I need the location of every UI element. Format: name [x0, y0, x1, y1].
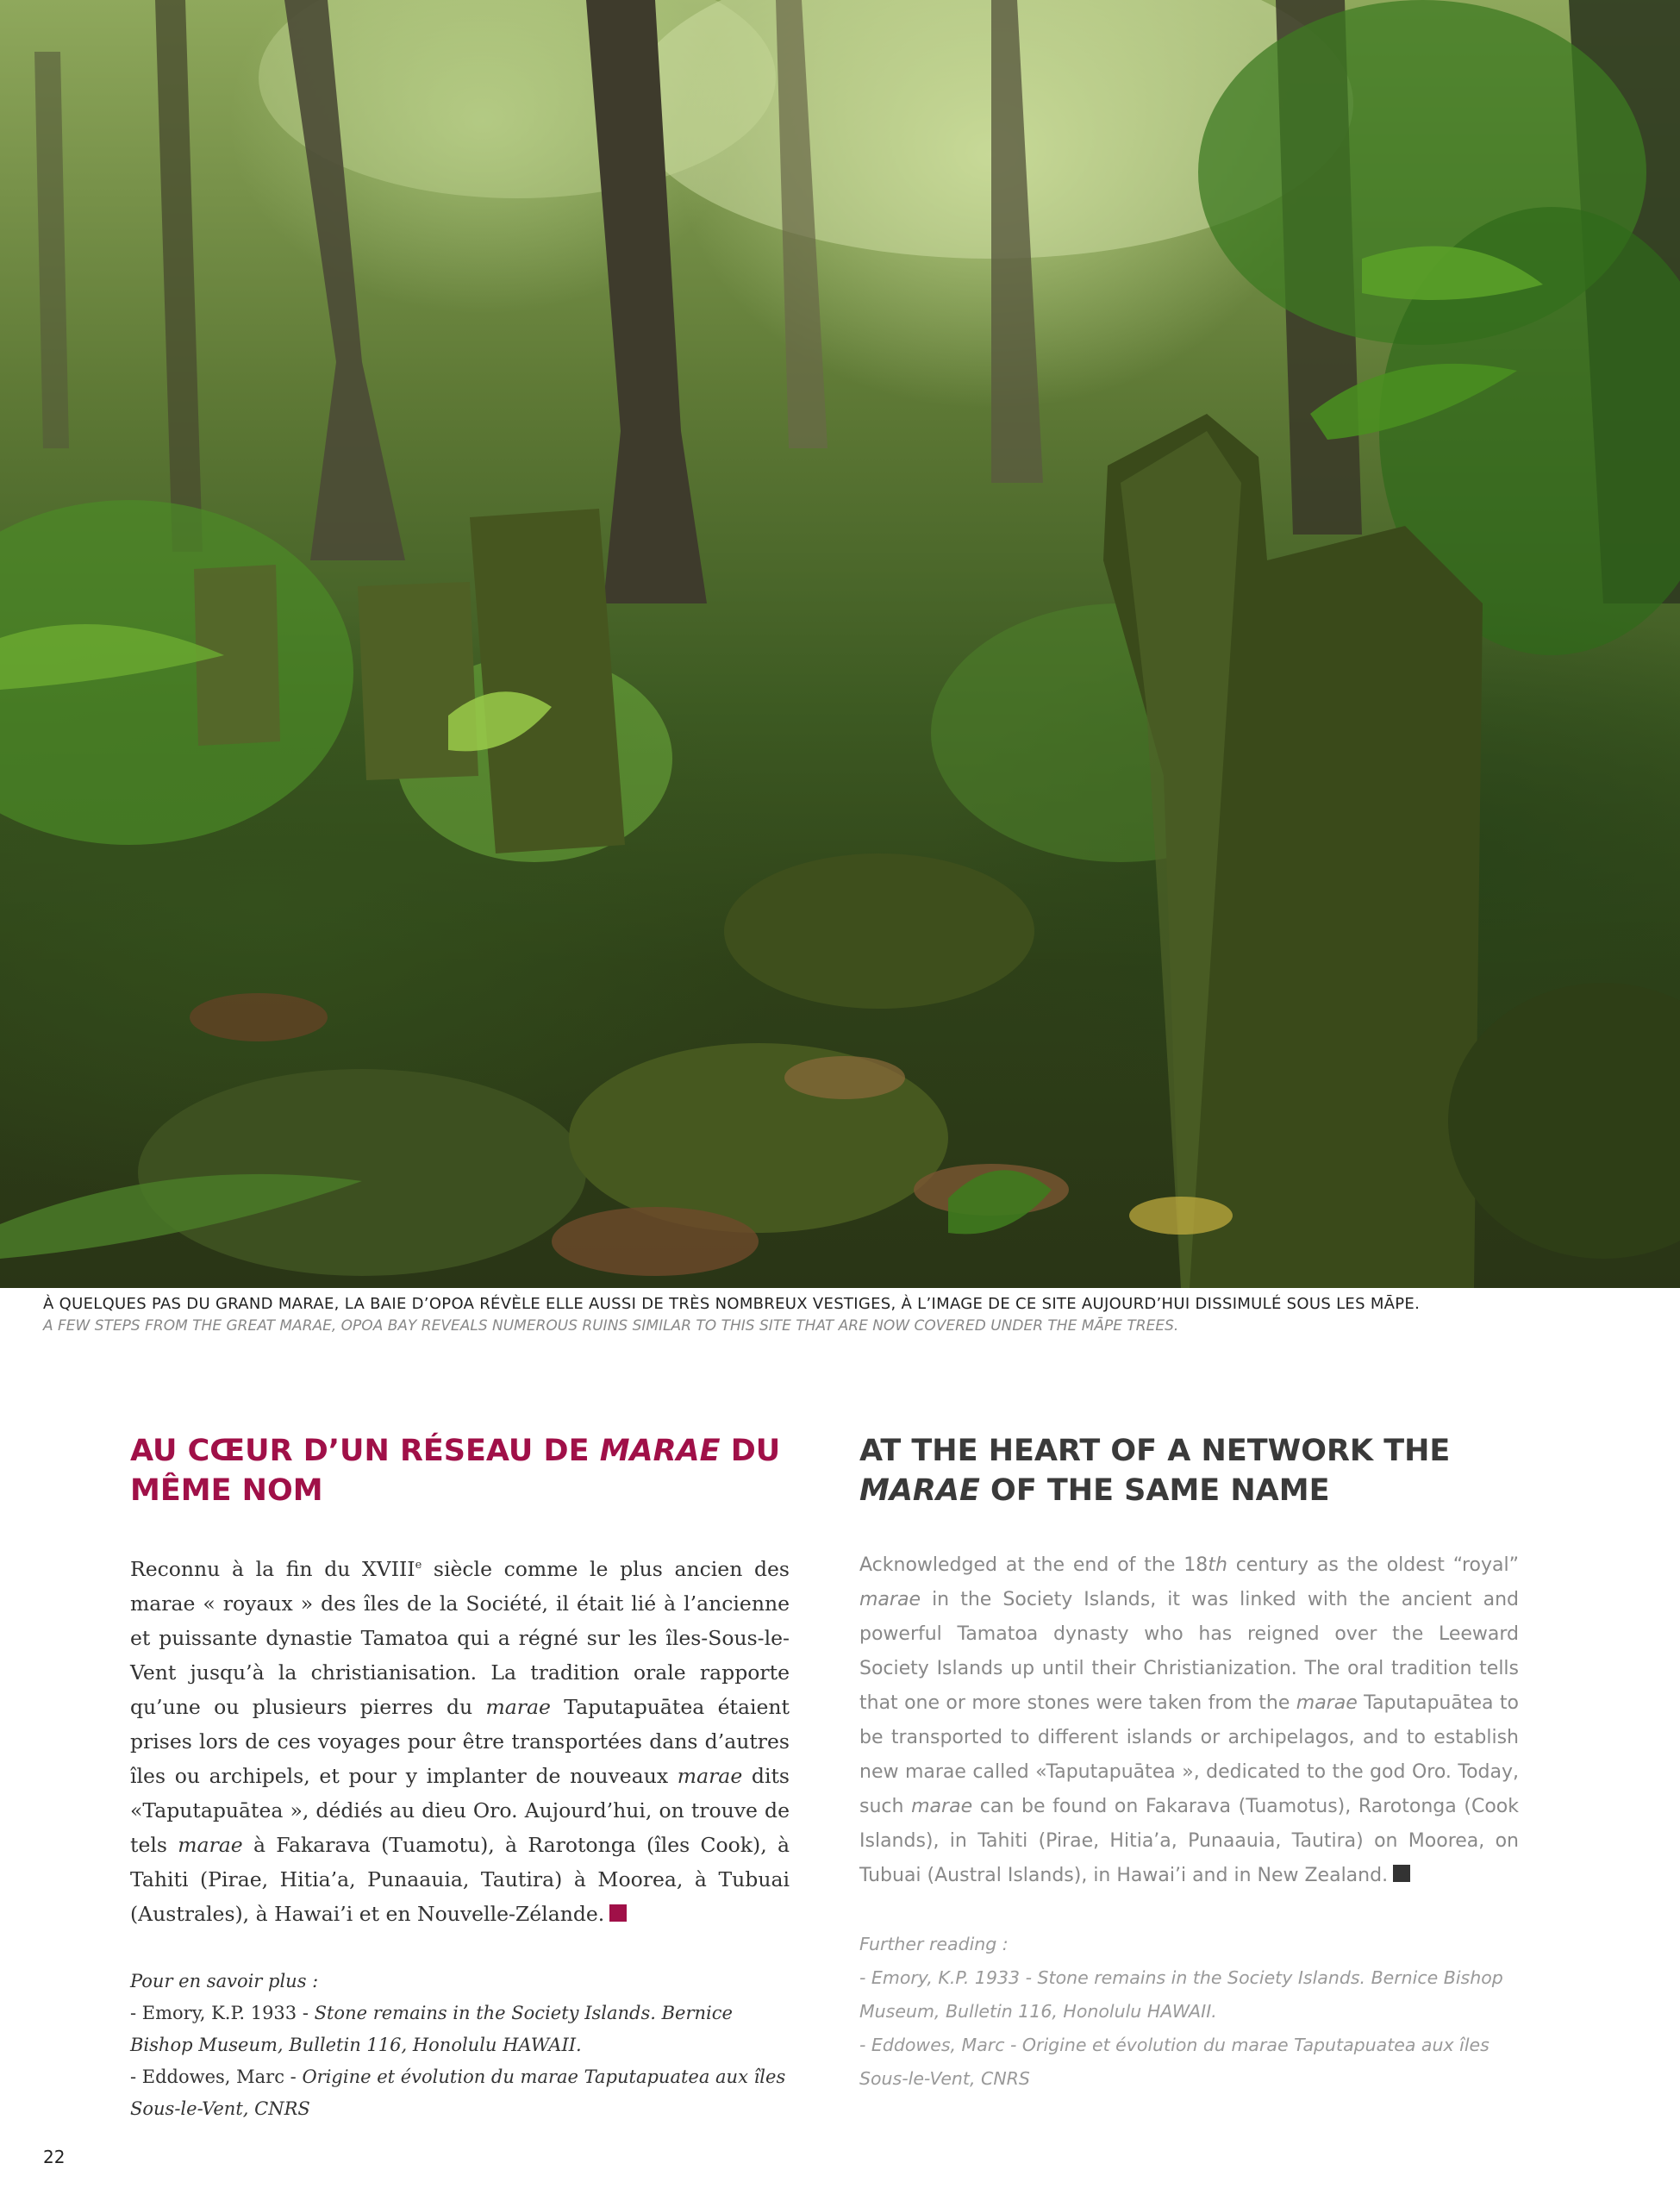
end-of-article-mark: [1393, 1865, 1410, 1882]
english-body: [859, 1548, 1519, 1893]
reference-author: - Emory, K.P. 1933 -: [859, 1967, 1038, 1988]
english-body-emphasis: marae: [1296, 1692, 1358, 1714]
reference-author: - Emory, K.P. 1933 -: [130, 2002, 315, 2023]
english-reference-2: [859, 2029, 1519, 2096]
english-body-text: century as the oldest “royal”: [1227, 1554, 1520, 1576]
reference-publisher: . Bernice Bishop Museum, Bulletin 116, Honolulu HAWAII.: [130, 2002, 733, 2055]
french-references-title: Pour en savoir plus :: [130, 1970, 319, 1991]
english-heading-text-end: OF THE SAME NAME: [979, 1473, 1330, 1508]
french-heading-emphasis: MARAE: [599, 1434, 721, 1468]
end-of-article-mark: [609, 1904, 627, 1922]
reference-title: Origine et évolution du marae Taputapuatea aux îles Sous-le-Vent: [859, 2035, 1490, 2089]
french-body-text: dits «Taputapuātea », dédiés au dieu Oro. Aujourd’hui, on trouve de tels: [130, 1763, 790, 1857]
french-body: [130, 1548, 790, 1931]
english-body-emphasis: th: [1208, 1554, 1227, 1576]
english-references: [859, 1928, 1519, 2096]
french-body-text: Reconnu à la fin du XVIII: [130, 1556, 415, 1581]
french-reference-2: [130, 2061, 790, 2125]
french-heading-text: AU CŒUR D’UN RÉSEAU DE: [130, 1434, 600, 1468]
english-body-text: Taputapuātea to be transported to different islands or archipelagos, and to establish new marae called «Taputapuātea », dedicated to the god Oro. Today, such: [859, 1692, 1519, 1817]
reference-publisher: . Bernice Bishop Museum, Bulletin 116, Honolulu HAWAII.: [859, 1967, 1503, 2022]
french-superscript: e: [415, 1559, 422, 1572]
english-heading: [859, 1431, 1519, 1510]
french-references: [130, 1966, 790, 2125]
reference-author: - Eddowes, Marc -: [859, 2035, 1022, 2055]
reference-title: Origine et évolution du marae Taputapuatea aux îles Sous-le-Vent: [130, 2066, 786, 2119]
french-body-emphasis: marae: [485, 1694, 551, 1719]
english-column: [859, 1431, 1519, 2096]
french-body-text: Taputapuātea étaient prises lors de ces voyages pour être transportées dans d’autres îles ou archipels, et pour y implanter de nouveaux: [130, 1694, 790, 1788]
english-body-text: can be found on Fakarava (Tuamotus), Rarotonga (Cook Islands), in Tahiti (Pirae, Hitia’a, Punaauia, Tautira) on Moorea, on Tubuai (Austral Islands), in Hawai’i and in New Zealand.: [859, 1796, 1519, 1886]
french-body-text: siècle comme le plus ancien des marae « royaux » des îles de la Société, il était lié à l’ancienne et puissante dynastie Tamatoa qui a régné sur les îles-Sous-le-Vent jusqu’à la christianisation. La tradition orale rapporte qu’une ou plusieurs pierres du: [130, 1556, 790, 1719]
reference-title: Stone remains in the Society Islands: [1037, 1967, 1360, 1988]
english-references-title: Further reading :: [859, 1934, 1009, 1954]
english-reference-1: [859, 1961, 1519, 2029]
french-column: [130, 1431, 790, 2125]
french-heading: [130, 1431, 790, 1510]
photo-caption-french: À QUELQUES PAS DU GRAND MARAE, LA BAIE D’OPOA RÉVÈLE ELLE AUSSI DE TRÈS NOMBREUX VESTIGES, À L’IMAGE DE CE SITE AUJOURD’HUI DISSIMULÉ SOUS LES MĀPE.: [43, 1295, 1421, 1313]
english-heading-text: AT THE HEART OF A NETWORK THE: [859, 1434, 1451, 1468]
photo-caption-english: A FEW STEPS FROM THE GREAT MARAE, OPOA BAY REVEALS NUMEROUS RUINS SIMILAR TO THIS SITE THAT ARE NOW COVERED UNDER THE MĀPE TREES.: [43, 1317, 1179, 1335]
page-number: 22: [43, 2147, 66, 2167]
english-heading-emphasis: MARAE: [859, 1473, 980, 1508]
french-body-emphasis: marae: [677, 1763, 743, 1788]
english-body-text: Acknowledged at the end of the 18: [859, 1554, 1208, 1576]
french-body-text: à Fakarava (Tuamotu), à Rarotonga (îles Cook), à Tahiti (Pirae, Hitia’a, Punaauia, Tautira) à Moorea, à Tubuai (Australes), à Hawai’i et en Nouvelle-Zélande.: [130, 1832, 790, 1926]
reference-publisher: , CNRS: [969, 2068, 1030, 2089]
reference-title: Stone remains in the Society Islands: [314, 2002, 651, 2023]
english-body-text: in the Society Islands, it was linked with the ancient and powerful Tamatoa dynasty who has reigned over the Leeward Society Islands up until their Christianization. The oral tradition tells that one or more stones were taken from the: [859, 1589, 1519, 1714]
reference-publisher: , CNRS: [242, 2098, 310, 2119]
english-body-emphasis: marae: [911, 1796, 973, 1817]
english-body-emphasis: marae: [859, 1589, 921, 1610]
french-heading-text-end: DU MÊME NOM: [130, 1434, 781, 1508]
reference-author: - Eddowes, Marc -: [130, 2066, 303, 2087]
french-body-emphasis: marae: [178, 1832, 243, 1857]
french-reference-1: [130, 1998, 790, 2061]
